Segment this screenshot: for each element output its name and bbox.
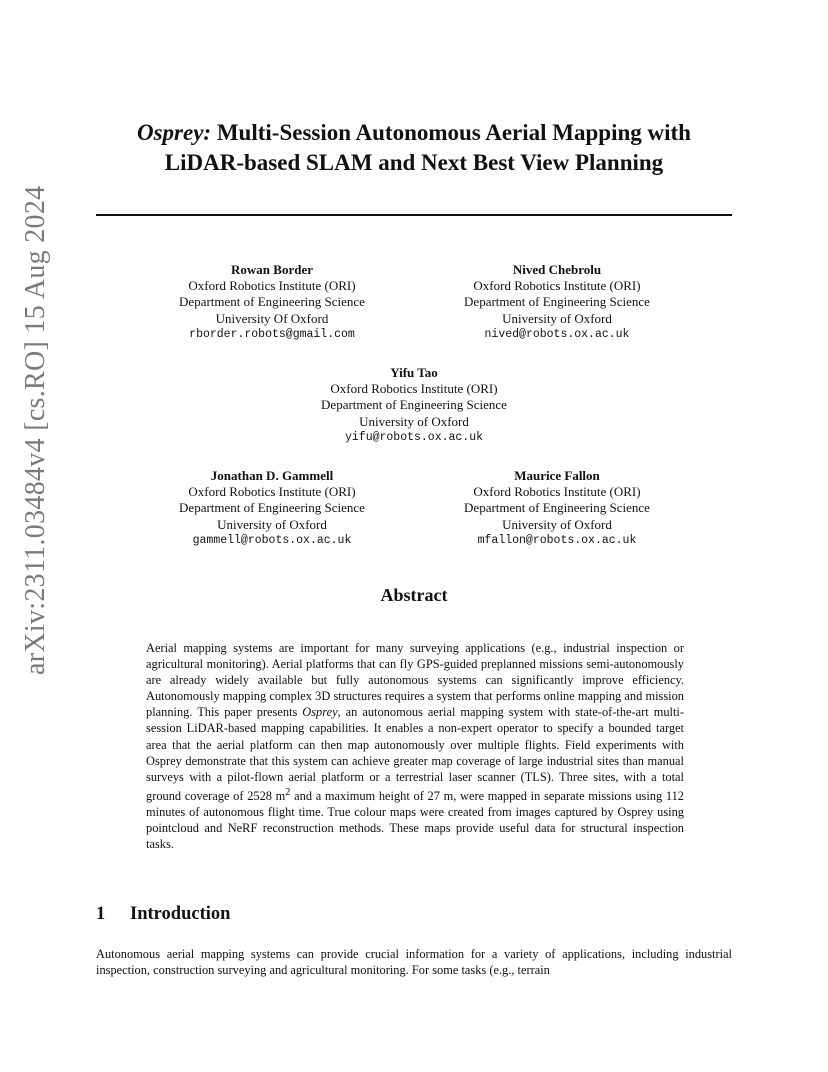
arxiv-stamp: arXiv:2311.03484v4 [cs.RO] 15 Aug 2024 — [20, 185, 51, 675]
author-name: Jonathan D. Gammell — [210, 468, 334, 483]
author-institute: Oxford Robotics Institute (ORI) — [188, 278, 356, 294]
author-name: Yifu Tao — [390, 365, 438, 380]
title-rule — [96, 214, 732, 216]
author-institute: Oxford Robotics Institute (ORI) — [473, 484, 641, 500]
author-name: Nived Chebrolu — [512, 262, 602, 277]
author-name: Maurice Fallon — [514, 468, 600, 483]
author-university: University of Oxford — [359, 413, 469, 429]
abstract-superscript: 2 — [285, 786, 291, 798]
author-block — [427, 262, 687, 343]
section-body: Autonomous aerial mapping systems can provide crucial information for a variety of applications, including industrial inspection, construction surveying and agricultural monitoring. For some tasks (e.g., terrain — [96, 947, 732, 978]
title-emphasis: Osprey: — [137, 120, 212, 145]
author-institute: Oxford Robotics Institute (ORI) — [330, 381, 498, 397]
section-number: 1 — [96, 904, 106, 924]
author-email[interactable]: gammell@robots.ox.ac.uk — [192, 533, 352, 547]
author-email[interactable]: rborder.robots@gmail.com — [189, 327, 355, 341]
author-email[interactable]: nived@robots.ox.ac.uk — [484, 327, 630, 341]
author-department: Department of Engineering Science — [179, 294, 365, 310]
abstract-emphasis: Osprey — [302, 705, 338, 720]
author-university: University of Oxford — [502, 310, 612, 326]
author-block — [284, 365, 544, 446]
author-block — [427, 468, 687, 549]
abstract-body — [146, 640, 684, 852]
author-university: University of Oxford — [502, 516, 612, 532]
author-department: Department of Engineering Science — [464, 500, 650, 516]
author-block — [142, 262, 402, 343]
author-name: Rowan Border — [231, 262, 313, 277]
author-university: University of Oxford — [217, 516, 327, 532]
author-department: Department of Engineering Science — [179, 500, 365, 516]
abstract-text: Aerial mapping systems are important for many surveying applications (e.g., industrial inspection or agricultural monitoring). Aerial platforms that can fly GPS-guided preplanned missions semi-autonomously are already widely available but fully autonomous systems can significantly improve efficiency. Autonomously mapping complex 3D structures requires a system that performs online mapping and mission planning. This paper presents — [146, 641, 684, 720]
paper-title — [96, 118, 732, 177]
author-institute: Oxford Robotics Institute (ORI) — [473, 278, 641, 294]
author-email[interactable]: mfallon@robots.ox.ac.uk — [477, 533, 637, 547]
abstract-text: and a maximum height of 27 m, were mapped in separate missions using 112 minutes of autonomous flight time. True colour maps were created from images captured by Osprey using pointcloud and NeRF reconstruction methods. These maps provide useful data for structural inspection tasks. — [146, 788, 684, 852]
author-institute: Oxford Robotics Institute (ORI) — [188, 484, 356, 500]
author-email[interactable]: yifu@robots.ox.ac.uk — [344, 430, 484, 444]
section-title: Introduction — [130, 904, 231, 924]
author-university: University Of Oxford — [215, 310, 329, 326]
section-heading — [96, 904, 230, 925]
author-block — [142, 468, 402, 549]
author-department: Department of Engineering Science — [321, 397, 507, 413]
title-text: Multi-Session Autonomous Aerial Mapping with LiDAR-based SLAM and Next Best View Planning — [164, 120, 691, 175]
abstract-heading: Abstract — [380, 585, 448, 605]
abstract-text: , an autonomous aerial mapping system with state-of-the-art multi-session LiDAR-based mapping capabilities. It enables a non-expert operator to specify a bounded target area that the aerial platform can then map autonomously over multiple flights. Field experiments with Osprey demonstrate that this system can achieve greater map coverage of large industrial sites than manual surveys with a pilot-flown aerial platform or a terrestrial laser scanner (TLS). Three sites, with a total ground coverage of 2528 m — [146, 705, 684, 803]
author-department: Department of Engineering Science — [464, 294, 650, 310]
